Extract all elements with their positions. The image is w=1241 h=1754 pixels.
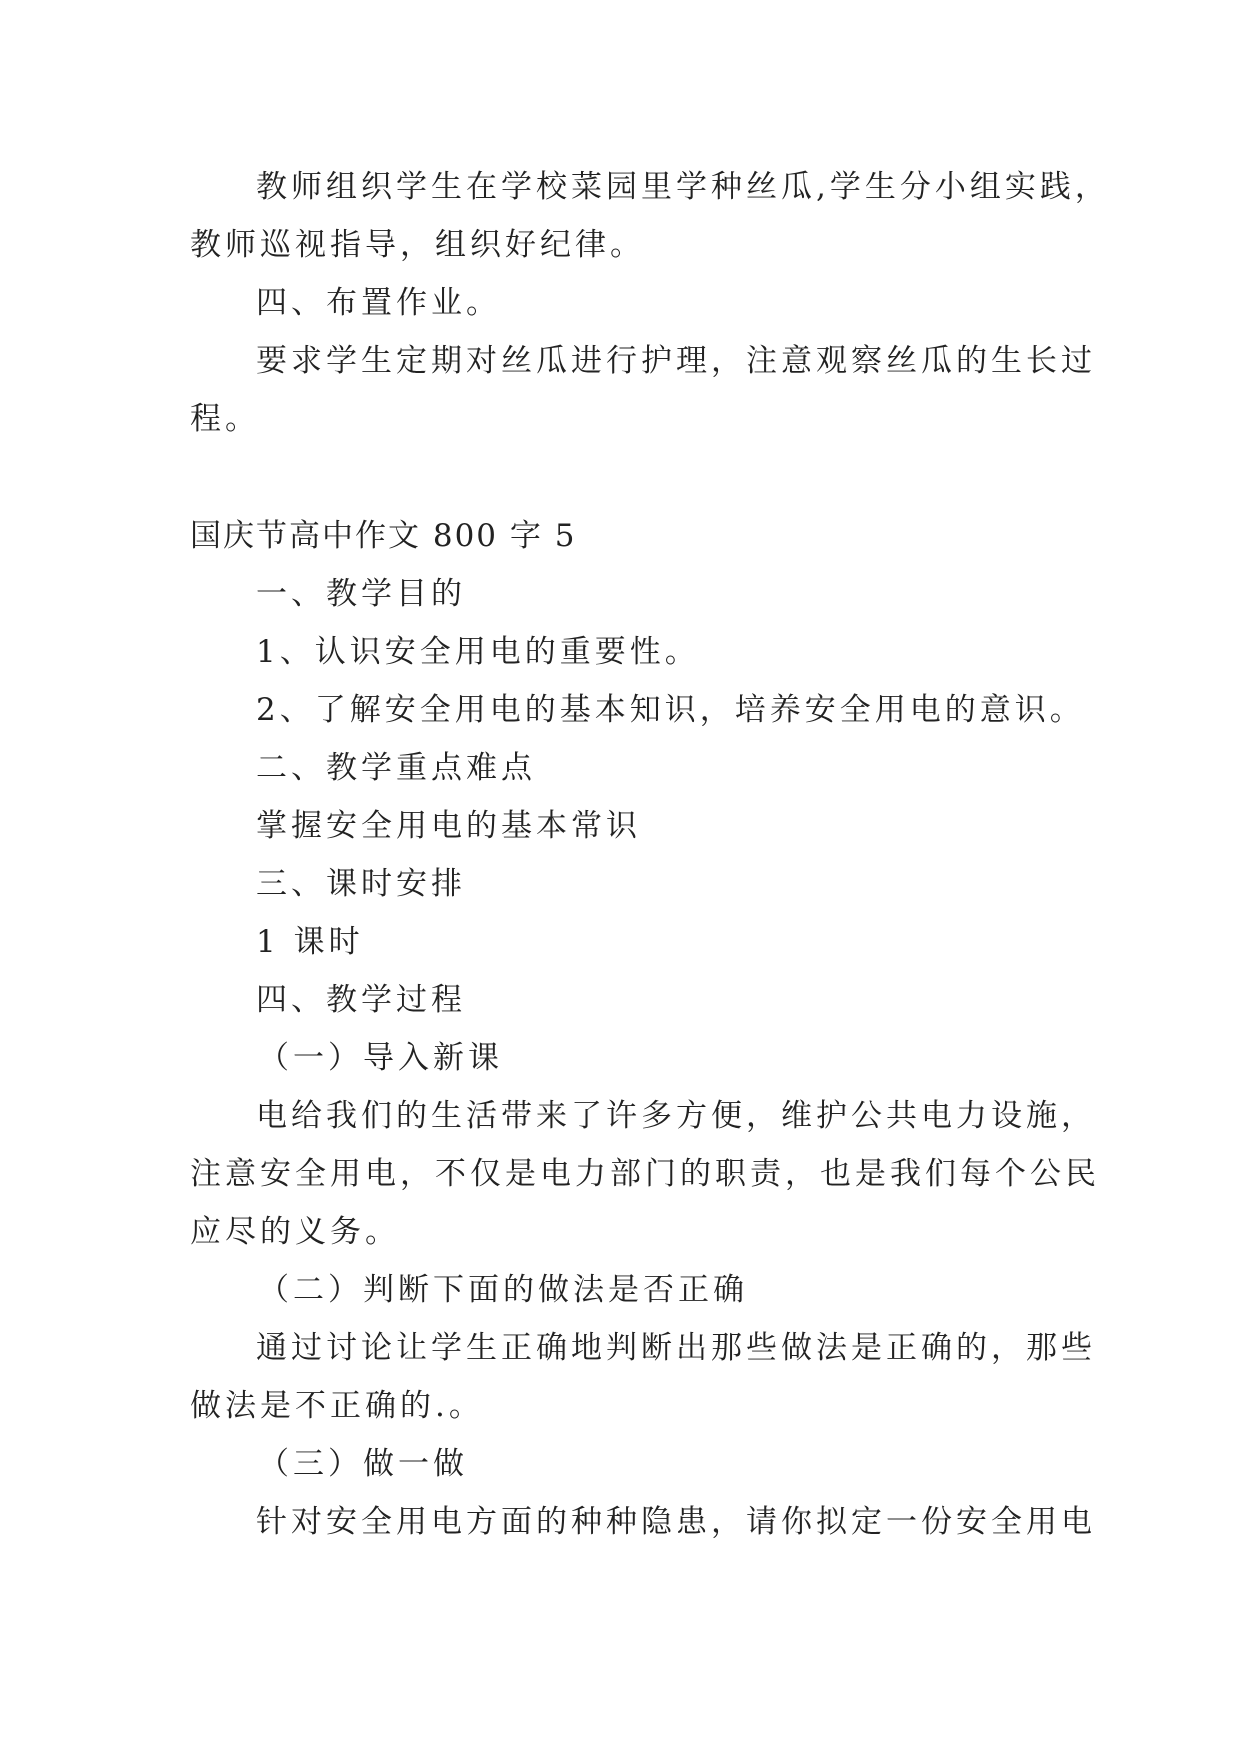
- section-heading: 一、教学目的: [256, 576, 466, 612]
- paragraph-line: 注意安全用电，不仅是电力部门的职责，也是我们每个公民: [190, 1156, 1100, 1192]
- section-heading: 二、教学重点难点: [256, 750, 536, 786]
- paragraph-line: 做法是不正确的.。: [190, 1388, 484, 1424]
- section-heading: 三、课时安排: [256, 866, 466, 902]
- paragraph-line: 电给我们的生活带来了许多方便，维护公共电力设施，: [256, 1098, 1096, 1134]
- subsection-heading: （二）判断下面的做法是否正确: [258, 1272, 748, 1308]
- paragraph-line: 程。: [190, 401, 260, 437]
- section-heading: 四、布置作业。: [256, 285, 501, 321]
- paragraph-line: 教师组织学生在学校菜园里学种丝瓜,学生分小组实践，: [256, 169, 1110, 205]
- list-item: 1、认识安全用电的重要性。: [256, 634, 700, 670]
- paragraph-line: 要求学生定期对丝瓜进行护理，注意观察丝瓜的生长过: [256, 343, 1096, 379]
- paragraph-line: 1 课时: [256, 924, 364, 960]
- section-heading: 四、教学过程: [256, 982, 466, 1018]
- list-item: 2、了解安全用电的基本知识，培养安全用电的意识。: [256, 692, 1085, 728]
- paragraph-line: 掌握安全用电的基本常识: [256, 808, 641, 844]
- paragraph-line: 通过讨论让学生正确地判断出那些做法是正确的，那些: [256, 1330, 1096, 1366]
- paragraph-line: 针对安全用电方面的种种隐患，请你拟定一份安全用电: [256, 1504, 1096, 1540]
- subsection-heading: （一）导入新课: [258, 1040, 503, 1076]
- paragraph-line: 教师巡视指导，组织好纪律。: [190, 227, 645, 263]
- paragraph-line: 应尽的义务。: [190, 1214, 400, 1250]
- subsection-heading: （三）做一做: [258, 1446, 468, 1482]
- article-title: 国庆节高中作文 800 字 5: [190, 518, 577, 554]
